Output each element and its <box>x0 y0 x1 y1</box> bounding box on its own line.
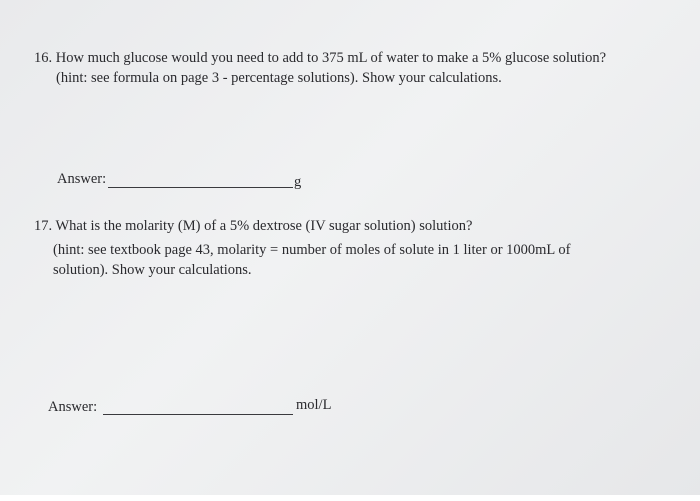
question-17-answer-line[interactable] <box>103 414 293 415</box>
question-16-hint: (hint: see formula on page 3 - percentage solutions). Show your calculations. <box>56 70 502 86</box>
question-17-hint-continued: solution). Show your calculations. <box>53 262 252 278</box>
question-16-answer-label: Answer: <box>57 171 107 187</box>
question-16-text: 16. How much glucose would you need to add to 375 mL of water to make a 5% glucose solution? <box>34 50 607 66</box>
page-bottom-edge <box>0 495 700 501</box>
question-16-unit: g <box>294 174 302 190</box>
question-17-hint: (hint: see textbook page 43, molarity = number of moles of solute in 1 liter or 1000mL of <box>53 242 571 258</box>
question-17-answer-label: Answer: <box>48 399 98 415</box>
question-17-text: 17. What is the molarity (M) of a 5% dextrose (IV sugar solution) solution? <box>34 218 473 234</box>
question-16-answer-line[interactable] <box>108 187 293 188</box>
question-17-unit: mol/L <box>296 397 332 413</box>
